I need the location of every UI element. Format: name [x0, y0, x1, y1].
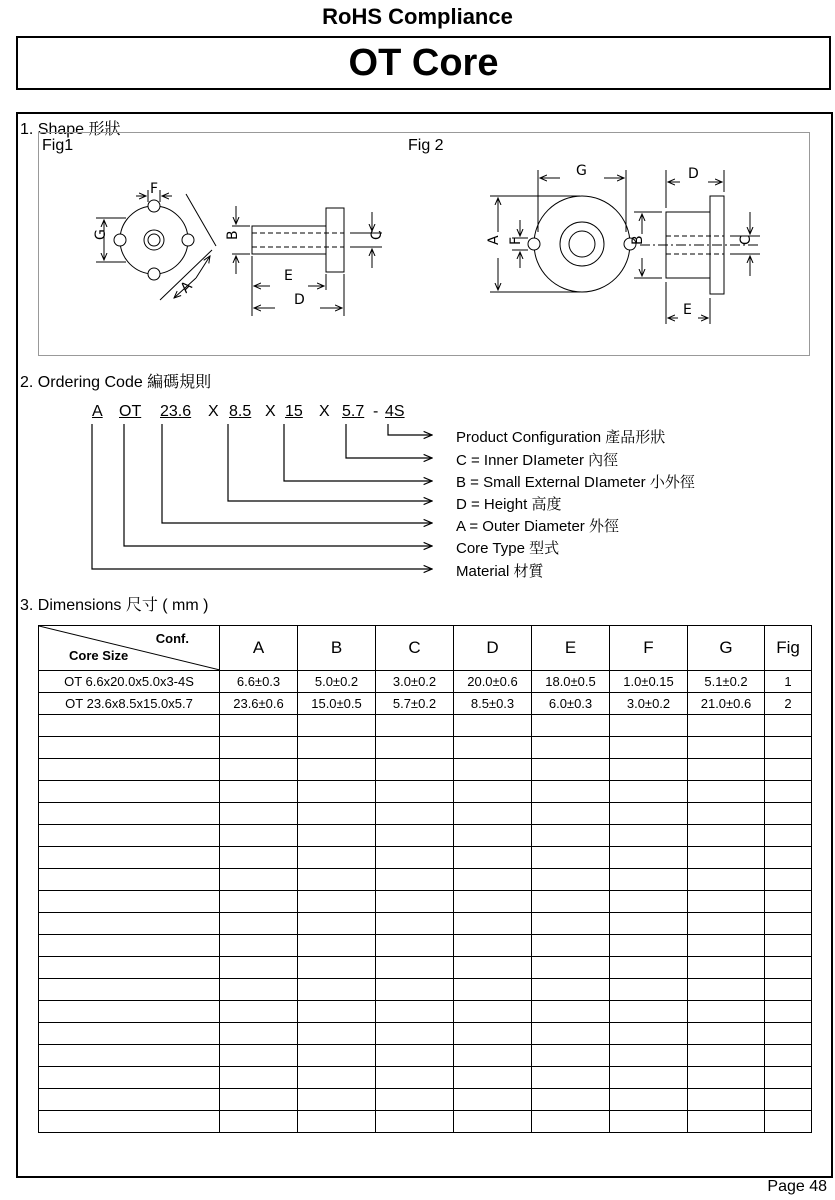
- dimensions-heading: 3. Dimensions 尺寸 ( mm ): [20, 597, 209, 614]
- value-cell: 6.0±0.3: [532, 693, 610, 715]
- empty-cell: [298, 803, 376, 825]
- empty-cell: [298, 935, 376, 957]
- empty-cell: [688, 759, 765, 781]
- empty-cell: [765, 825, 812, 847]
- empty-cell: [298, 979, 376, 1001]
- empty-cell: [298, 891, 376, 913]
- fig1-dim-f: F: [150, 181, 159, 197]
- desc-small-external-diameter: B = Small External DIameter 小外徑: [456, 474, 695, 491]
- empty-cell: [688, 715, 765, 737]
- empty-cell: [610, 935, 688, 957]
- empty-cell: [532, 1023, 610, 1045]
- empty-table-row: [39, 1089, 812, 1111]
- column-header-c: C: [376, 626, 454, 671]
- empty-cell: [298, 759, 376, 781]
- code-dash: -: [373, 403, 379, 420]
- empty-cell: [610, 715, 688, 737]
- empty-table-row: [39, 1045, 812, 1067]
- empty-cell: [454, 891, 532, 913]
- empty-cell: [610, 891, 688, 913]
- corner-diagonal: [39, 626, 220, 670]
- value-cell: 20.0±0.6: [454, 671, 532, 693]
- empty-cell: [765, 891, 812, 913]
- value-cell: 5.0±0.2: [298, 671, 376, 693]
- empty-table-row: [39, 737, 812, 759]
- empty-cell: [532, 979, 610, 1001]
- empty-cell: [765, 1045, 812, 1067]
- empty-cell: [688, 1023, 765, 1045]
- empty-cell: [532, 1001, 610, 1023]
- empty-cell: [454, 781, 532, 803]
- page-number: Page 48: [767, 1178, 827, 1195]
- value-cell: 15.0±0.5: [298, 693, 376, 715]
- value-cell: 3.0±0.2: [610, 693, 688, 715]
- empty-cell: [298, 825, 376, 847]
- table-header-row: [39, 626, 812, 671]
- empty-cell: [454, 759, 532, 781]
- empty-cell: [220, 737, 298, 759]
- empty-cell: [688, 1089, 765, 1111]
- fig1-dim-g: G: [93, 229, 109, 240]
- desc-outer-diameter: A = Outer Diameter 外徑: [456, 518, 619, 535]
- empty-cell: [532, 1111, 610, 1133]
- empty-cell: [454, 803, 532, 825]
- value-cell: 21.0±0.6: [688, 693, 765, 715]
- fig2-dim-c: C: [738, 235, 754, 245]
- empty-cell: [39, 759, 220, 781]
- empty-cell: [610, 913, 688, 935]
- empty-cell: [220, 803, 298, 825]
- empty-cell: [298, 737, 376, 759]
- empty-cell: [39, 1001, 220, 1023]
- empty-cell: [610, 1023, 688, 1045]
- empty-table-row: [39, 1067, 812, 1089]
- core-size-cell: OT 23.6x8.5x15.0x5.7: [39, 693, 220, 715]
- empty-cell: [298, 869, 376, 891]
- value-cell: 1.0±0.15: [610, 671, 688, 693]
- empty-cell: [376, 1111, 454, 1133]
- empty-cell: [376, 803, 454, 825]
- empty-cell: [220, 891, 298, 913]
- value-cell: 23.6±0.6: [220, 693, 298, 715]
- empty-cell: [376, 913, 454, 935]
- value-cell: 5.1±0.2: [688, 671, 765, 693]
- empty-cell: [610, 979, 688, 1001]
- fig2-dim-a: A: [486, 235, 502, 245]
- empty-cell: [39, 737, 220, 759]
- empty-table-row: [39, 979, 812, 1001]
- empty-cell: [532, 957, 610, 979]
- empty-cell: [765, 935, 812, 957]
- column-header-a: A: [220, 626, 298, 671]
- compliance-heading: RoHS Compliance: [322, 4, 513, 29]
- empty-cell: [610, 847, 688, 869]
- empty-cell: [688, 1067, 765, 1089]
- empty-cell: [220, 1001, 298, 1023]
- fig2-dim-g: G: [576, 163, 587, 179]
- fig2-dim-b: B: [630, 235, 646, 245]
- empty-cell: [376, 891, 454, 913]
- empty-cell: [454, 825, 532, 847]
- code-separator: X: [208, 403, 219, 420]
- value-cell: 5.7±0.2: [376, 693, 454, 715]
- empty-cell: [454, 737, 532, 759]
- empty-cell: [532, 1089, 610, 1111]
- empty-cell: [610, 869, 688, 891]
- empty-cell: [220, 1045, 298, 1067]
- empty-cell: [39, 715, 220, 737]
- empty-cell: [532, 759, 610, 781]
- empty-cell: [220, 847, 298, 869]
- empty-cell: [298, 715, 376, 737]
- corner-header: [39, 626, 220, 671]
- empty-cell: [376, 715, 454, 737]
- empty-cell: [454, 979, 532, 1001]
- code-material: A: [92, 403, 103, 420]
- empty-cell: [688, 913, 765, 935]
- empty-cell: [454, 847, 532, 869]
- empty-cell: [765, 979, 812, 1001]
- empty-cell: [688, 1045, 765, 1067]
- empty-cell: [220, 825, 298, 847]
- empty-cell: [39, 1045, 220, 1067]
- empty-table-row: [39, 869, 812, 891]
- empty-cell: [39, 913, 220, 935]
- empty-cell: [532, 869, 610, 891]
- empty-cell: [765, 1089, 812, 1111]
- empty-cell: [376, 1023, 454, 1045]
- empty-cell: [688, 869, 765, 891]
- empty-cell: [532, 1045, 610, 1067]
- empty-cell: [220, 1023, 298, 1045]
- empty-cell: [220, 1111, 298, 1133]
- empty-cell: [610, 759, 688, 781]
- empty-cell: [220, 913, 298, 935]
- empty-cell: [454, 1067, 532, 1089]
- desc-inner-diameter: C = Inner DIameter 內徑: [456, 452, 619, 469]
- empty-cell: [688, 781, 765, 803]
- empty-cell: [298, 1111, 376, 1133]
- empty-cell: [765, 1023, 812, 1045]
- empty-cell: [688, 737, 765, 759]
- empty-cell: [220, 1067, 298, 1089]
- table-row: [39, 671, 812, 693]
- empty-cell: [39, 891, 220, 913]
- core-size-cell: OT 6.6x20.0x5.0x3-4S: [39, 671, 220, 693]
- empty-cell: [220, 781, 298, 803]
- empty-table-row: [39, 957, 812, 979]
- empty-cell: [39, 825, 220, 847]
- empty-cell: [765, 1001, 812, 1023]
- empty-cell: [376, 935, 454, 957]
- empty-table-row: [39, 1111, 812, 1133]
- empty-cell: [688, 891, 765, 913]
- value-cell: 3.0±0.2: [376, 671, 454, 693]
- empty-cell: [532, 715, 610, 737]
- empty-cell: [532, 825, 610, 847]
- empty-cell: [688, 847, 765, 869]
- empty-cell: [39, 957, 220, 979]
- column-header-g: G: [688, 626, 765, 671]
- empty-cell: [220, 1089, 298, 1111]
- empty-cell: [454, 1023, 532, 1045]
- dimensions-table: [38, 625, 812, 1133]
- desc-product-configuration: Product Configuration 產品形狀: [456, 429, 666, 446]
- value-cell: 18.0±0.5: [532, 671, 610, 693]
- empty-cell: [454, 913, 532, 935]
- empty-cell: [532, 781, 610, 803]
- empty-cell: [376, 847, 454, 869]
- empty-cell: [765, 759, 812, 781]
- code-core-type: OT: [119, 403, 142, 420]
- empty-cell: [688, 979, 765, 1001]
- empty-cell: [39, 1067, 220, 1089]
- empty-cell: [765, 869, 812, 891]
- table-row: [39, 693, 812, 715]
- fig1-dim-e: E: [284, 268, 293, 284]
- desc-material: Material 材質: [456, 563, 544, 580]
- empty-cell: [765, 803, 812, 825]
- code-height: 8.5: [229, 403, 252, 420]
- empty-cell: [220, 869, 298, 891]
- fig1-dim-a: A: [177, 278, 196, 297]
- empty-cell: [298, 1001, 376, 1023]
- empty-table-row: [39, 847, 812, 869]
- empty-cell: [454, 957, 532, 979]
- empty-cell: [454, 1045, 532, 1067]
- empty-cell: [610, 1067, 688, 1089]
- column-header-f: F: [610, 626, 688, 671]
- empty-cell: [610, 957, 688, 979]
- empty-cell: [376, 957, 454, 979]
- empty-cell: [688, 1001, 765, 1023]
- fig2-dim-e: E: [683, 302, 692, 318]
- empty-cell: [765, 715, 812, 737]
- empty-cell: [376, 737, 454, 759]
- empty-cell: [39, 847, 220, 869]
- empty-cell: [532, 803, 610, 825]
- empty-cell: [39, 803, 220, 825]
- empty-cell: [376, 869, 454, 891]
- empty-table-row: [39, 913, 812, 935]
- desc-height: D = Height 高度: [456, 496, 562, 513]
- empty-cell: [610, 1045, 688, 1067]
- empty-table-row: [39, 1001, 812, 1023]
- empty-table-row: [39, 781, 812, 803]
- empty-cell: [765, 1111, 812, 1133]
- empty-cell: [610, 1089, 688, 1111]
- empty-table-row: [39, 759, 812, 781]
- empty-cell: [688, 957, 765, 979]
- value-cell: 6.6±0.3: [220, 671, 298, 693]
- fig1-dim-d: D: [294, 292, 305, 308]
- empty-cell: [454, 869, 532, 891]
- empty-cell: [220, 957, 298, 979]
- empty-cell: [220, 715, 298, 737]
- empty-cell: [376, 1045, 454, 1067]
- empty-cell: [39, 781, 220, 803]
- empty-table-row: [39, 1023, 812, 1045]
- empty-table-row: [39, 935, 812, 957]
- value-cell: 1: [765, 671, 812, 693]
- empty-cell: [532, 737, 610, 759]
- empty-cell: [765, 781, 812, 803]
- empty-cell: [610, 737, 688, 759]
- page-title: OT Core: [16, 36, 831, 90]
- empty-cell: [532, 913, 610, 935]
- empty-cell: [610, 825, 688, 847]
- code-separator: X: [319, 403, 330, 420]
- empty-table-row: [39, 715, 812, 737]
- corner-size-label: Core Size: [69, 648, 129, 663]
- fig1-label: Fig1: [42, 137, 74, 154]
- fig2-dim-d: D: [688, 166, 699, 182]
- column-header-d: D: [454, 626, 532, 671]
- empty-cell: [298, 1089, 376, 1111]
- empty-cell: [376, 1067, 454, 1089]
- empty-cell: [454, 1089, 532, 1111]
- code-inner-diameter: 5.7: [342, 403, 365, 420]
- shape-heading: 1. Shape 形狀: [20, 121, 121, 138]
- empty-cell: [376, 781, 454, 803]
- empty-cell: [688, 825, 765, 847]
- empty-cell: [765, 737, 812, 759]
- fig2-dim-f: F: [508, 236, 524, 245]
- empty-table-row: [39, 803, 812, 825]
- empty-cell: [532, 847, 610, 869]
- empty-cell: [765, 957, 812, 979]
- empty-cell: [298, 913, 376, 935]
- empty-cell: [610, 1001, 688, 1023]
- fig1-dim-b: B: [225, 230, 241, 240]
- empty-cell: [688, 935, 765, 957]
- empty-cell: [39, 869, 220, 891]
- empty-cell: [532, 1067, 610, 1089]
- empty-cell: [610, 781, 688, 803]
- code-separator: X: [265, 403, 276, 420]
- column-header-fig: Fig: [765, 626, 812, 671]
- empty-cell: [532, 935, 610, 957]
- empty-cell: [298, 1045, 376, 1067]
- value-cell: 8.5±0.3: [454, 693, 532, 715]
- code-small-external-diameter: 15: [285, 403, 303, 420]
- empty-cell: [298, 1023, 376, 1045]
- column-header-e: E: [532, 626, 610, 671]
- fig1-dim-c: C: [369, 230, 385, 240]
- empty-cell: [688, 1111, 765, 1133]
- empty-cell: [610, 1111, 688, 1133]
- empty-cell: [298, 1067, 376, 1089]
- empty-cell: [376, 825, 454, 847]
- empty-cell: [610, 803, 688, 825]
- empty-cell: [454, 1001, 532, 1023]
- empty-cell: [298, 957, 376, 979]
- empty-cell: [298, 781, 376, 803]
- empty-cell: [39, 935, 220, 957]
- empty-cell: [220, 935, 298, 957]
- empty-cell: [765, 1067, 812, 1089]
- empty-cell: [454, 935, 532, 957]
- empty-cell: [39, 979, 220, 1001]
- empty-cell: [532, 891, 610, 913]
- empty-cell: [376, 1001, 454, 1023]
- empty-cell: [376, 979, 454, 1001]
- ordering-heading: 2. Ordering Code 編碼規則: [20, 374, 212, 391]
- corner-conf-label: Conf.: [155, 631, 189, 646]
- value-cell: 2: [765, 693, 812, 715]
- empty-cell: [765, 913, 812, 935]
- empty-table-row: [39, 891, 812, 913]
- empty-table-row: [39, 825, 812, 847]
- column-header-b: B: [298, 626, 376, 671]
- fig2-label: Fig 2: [408, 137, 444, 154]
- empty-cell: [220, 759, 298, 781]
- empty-cell: [298, 847, 376, 869]
- code-product-configuration: 4S: [385, 403, 405, 420]
- empty-cell: [39, 1023, 220, 1045]
- empty-cell: [376, 1089, 454, 1111]
- desc-core-type: Core Type 型式: [456, 540, 560, 557]
- empty-cell: [220, 979, 298, 1001]
- empty-cell: [39, 1111, 220, 1133]
- empty-cell: [39, 1089, 220, 1111]
- empty-cell: [454, 715, 532, 737]
- empty-cell: [688, 803, 765, 825]
- empty-cell: [454, 1111, 532, 1133]
- empty-cell: [376, 759, 454, 781]
- code-outer-diameter: 23.6: [160, 403, 192, 420]
- empty-cell: [765, 847, 812, 869]
